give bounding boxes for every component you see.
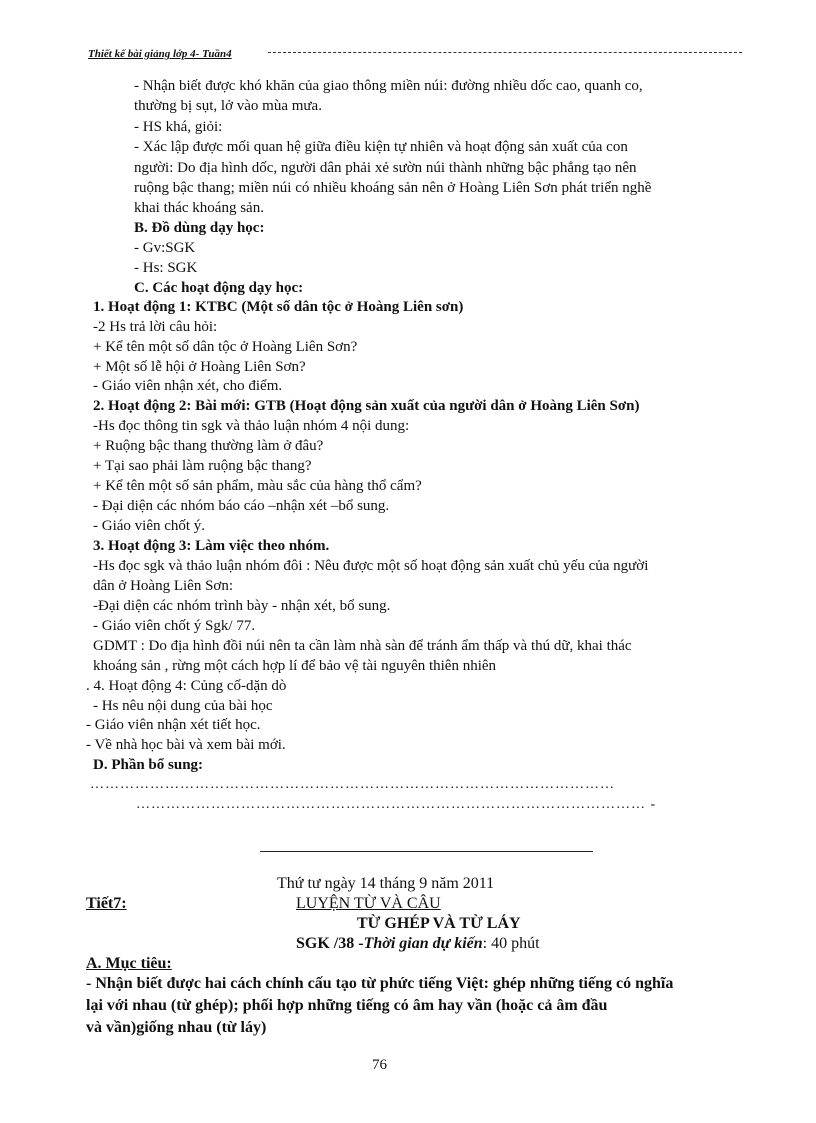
page-header: Thiết kế bài giảng lớp 4- Tuần4 xyxy=(88,48,232,60)
objectives-heading: A. Mục tiêu: xyxy=(86,955,172,972)
dotted-fill-line: …………………………………………………………………………………………… xyxy=(90,777,615,792)
text-line: + Kể tên một số sản phẩm, màu sắc của hàng thổ cẩm? xyxy=(93,478,422,494)
section-heading-d: D. Phần bổ sung: xyxy=(93,757,204,773)
text-line: -Hs đọc sgk và thảo luận nhóm đôi : Nêu được một số hoạt động sản xuất chủ yếu của người xyxy=(93,558,649,574)
text-line: thường bị sụt, lở vào mùa mưa. xyxy=(134,98,322,114)
time-value: : 40 phút xyxy=(482,935,540,952)
text-line: -Hs đọc thông tin sgk và thảo luận nhóm 4 nội dung: xyxy=(93,418,410,434)
lesson-meta xyxy=(296,933,540,954)
text-line: -Đại diện các nhóm trình bày - nhận xét, bổ sung. xyxy=(93,598,391,614)
section-heading-c: C. Các hoạt động dạy học: xyxy=(134,280,304,296)
text-line: khai thác khoáng sản. xyxy=(134,200,264,216)
text-line: - Giáo viên nhận xét, cho điểm. xyxy=(93,378,283,394)
text-line: - Xác lập được mối quan hệ giữa điều kiện tự nhiên và hoạt động sản xuất của con xyxy=(134,139,628,155)
text-line: - Nhận biết được khó khăn của giao thông miền núi: đường nhiều dốc cao, quanh co, xyxy=(134,78,643,94)
text-line: khoáng sản , rừng một cách hợp lí để bảo vệ tài nguyên thiên nhiên xyxy=(93,658,497,674)
text-line: + Ruộng bậc thang thường làm ở đâu? xyxy=(93,438,324,454)
text-line: ruộng bậc thang; miền núi có nhiều khoáng sản nên ở Hoàng Liên Sơn phát triển nghề xyxy=(134,180,652,196)
text-line: dân ở Hoàng Liên Sơn: xyxy=(93,578,234,594)
environment-note: GDMT : Do địa hình đồi núi nên ta cần làm nhà sàn để tránh ẩm thấp và thú dữ, khai thác xyxy=(93,638,632,654)
text-line: - HS khá, giỏi: xyxy=(134,119,223,135)
lesson-date: Thứ tư ngày 14 tháng 9 năm 2011 xyxy=(277,875,495,892)
text-line: + Kể tên một số dân tộc ở Hoàng Liên Sơn? xyxy=(93,339,358,355)
activity-2-heading: 2. Hoạt động 2: Bài mới: GTB (Hoạt động sản xuất của người dân ở Hoàng Liên Sơn) xyxy=(93,398,640,414)
period-label: Tiết7: xyxy=(86,895,127,912)
section-heading-b: B. Đồ dùng dạy học: xyxy=(134,220,265,236)
text-line: - Về nhà học bài và xem bài mới. xyxy=(86,737,286,753)
text-line: người: Do địa hình dốc, người dân phải xẻ sườn núi thành những bậc phẳng tạo nên xyxy=(134,160,637,176)
text-line: -2 Hs trả lời câu hỏi: xyxy=(93,319,218,335)
page-number: 76 xyxy=(372,1057,387,1073)
text-line: - Giáo viên chốt ý Sgk/ 77. xyxy=(93,618,256,634)
header-divider xyxy=(268,52,742,53)
lesson-title: TỪ GHÉP VÀ TỪ LÁY xyxy=(357,915,521,932)
text-line: + Tại sao phải làm ruộng bậc thang? xyxy=(93,458,312,474)
objectives-text: lại với nhau (từ ghép); phối hợp những tiếng có âm hay vần (hoặc cả âm đầu xyxy=(86,997,608,1014)
activity-4-heading: . 4. Hoạt động 4: Củng cố-dặn dò xyxy=(86,678,287,694)
subject-title: LUYỆN TỪ VÀ CÂU xyxy=(296,895,441,912)
section-divider xyxy=(260,851,593,852)
objectives-text: - Nhận biết được hai cách chính cấu tạo từ phức tiếng Việt: ghép những tiếng có nghĩa xyxy=(86,975,674,992)
text-line: - Đại diện các nhóm báo cáo –nhận xét –bổ sung. xyxy=(93,498,390,514)
sgk-reference: SGK /38 - xyxy=(296,935,364,952)
dotted-fill-line: ………………………………………………………………………………………… - xyxy=(136,797,657,812)
text-line: - Gv:SGK xyxy=(134,240,196,256)
text-line: - Giáo viên nhận xét tiết học. xyxy=(86,717,261,733)
activity-3-heading: 3. Hoạt động 3: Làm việc theo nhóm. xyxy=(93,538,330,554)
text-line: - Hs: SGK xyxy=(134,260,198,276)
text-line: - Hs nêu nội dung của bài học xyxy=(93,698,273,714)
text-line: - Giáo viên chốt ý. xyxy=(93,518,206,534)
time-label: Thời gian dự kiến xyxy=(363,935,483,952)
text-line: + Một số lễ hội ở Hoàng Liên Sơn? xyxy=(93,359,306,375)
activity-1-heading: 1. Hoạt động 1: KTBC (Một số dân tộc ở Hoàng Liên sơn) xyxy=(93,299,464,315)
objectives-text: và vần)giống nhau (từ láy) xyxy=(86,1019,267,1036)
